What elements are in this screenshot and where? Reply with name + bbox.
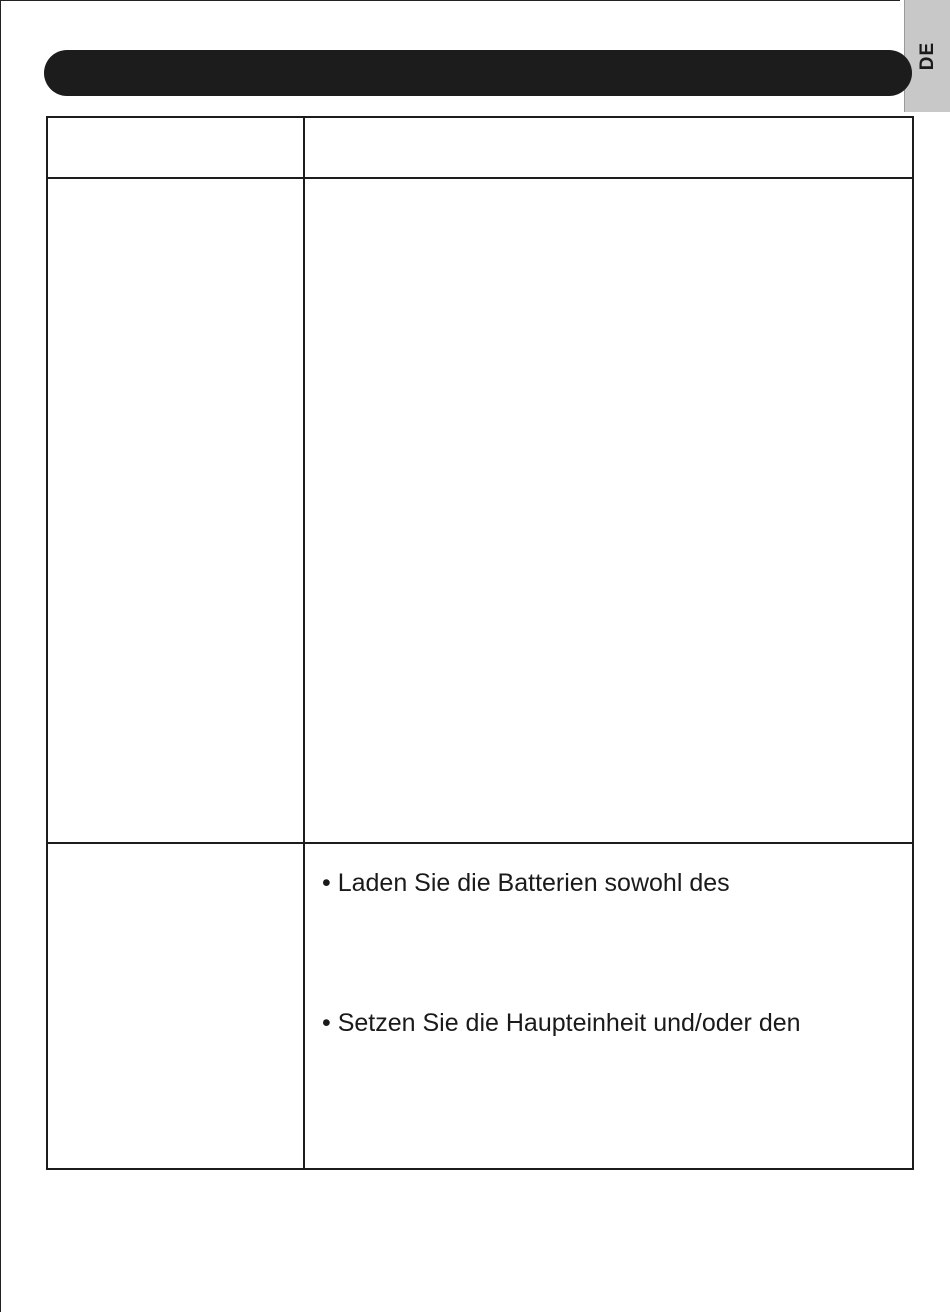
section-header-bar (44, 50, 912, 96)
language-tab (904, 0, 950, 112)
troubleshooting-table (46, 116, 914, 1170)
table-cell-bullet: • Setzen Sie die Haupteinheit und/oder den (322, 1009, 801, 1037)
table-row-divider (48, 842, 912, 844)
page-border-left (0, 0, 1, 1312)
page-border-top (0, 0, 900, 1)
table-column-divider (303, 118, 305, 1168)
language-tab-label: DE (917, 41, 938, 71)
table-cell-bullet: • Laden Sie die Batterien sowohl des (322, 869, 730, 897)
table-row-divider (48, 177, 912, 179)
